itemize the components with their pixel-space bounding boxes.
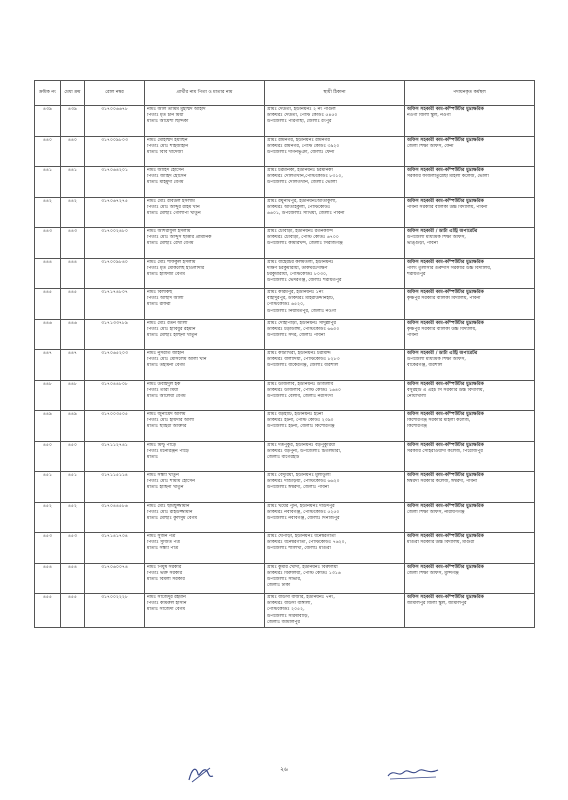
name-line: মাতাঃ মোছাঃ হাছিনা খাতুন [147,332,198,338]
name-cell [145,319,265,350]
address-line: গ্রামঃ খয়ের পুনি, ইউনিয়নঃ দাউদপুর [267,503,335,509]
address-line: ডাকঘরঃ চড়াডাঙ্গী, পোস্টকোডঃ ৬৬০০ [267,326,340,332]
name-cell [145,502,265,533]
address-line: বাহাদুরপুর, ডাকঘরঃ মহিরাউদ্দীনহাট, [267,296,335,302]
name-line: পিতাঃ মোঃ মোসলেম আলী খান [147,357,207,363]
name-line: মাতাঃ আয়েশা ছিদ্দিকা [147,119,189,125]
post-line: পাবনা [407,332,419,338]
post-cell [405,350,535,381]
merit-cell: ৪৩৯ [61,106,85,137]
post-title: অফিস সহকারী / ডাটা এন্ট্রি অপারেটর [407,229,478,234]
name-line: পিতাঃ ভক্ত সরকার [147,570,183,576]
post-cell [405,167,535,198]
address-line: গ্রামঃ উজিলাব, ইউনিয়নঃ উজিলাব [267,381,334,387]
table-row [35,228,535,259]
name-cell [145,441,265,472]
post-cell [405,289,535,320]
address-line: পোস্টকোডঃ ৬৫২০, [267,302,305,308]
address-line: গ্রামঃ কুমার খোদা, ইউনিয়নঃ বিরুলিয়া [267,564,338,570]
address-line: ডাকঘরঃ বালাদিয়া, পোস্টকোডঃ ৮২৮৩ [267,357,340,363]
name-line: মাতাঃ ছাহিরা আক্তার [147,424,187,430]
address-cell [265,472,405,503]
address-line: উপজেলাঃ নিয়ামতপুর, জেলাঃ নওগাঁ [267,308,337,314]
name-line: মাতাঃ মাহমুদা বেগম [147,180,184,186]
merit-cell: ৪৪২ [61,197,85,228]
header-post: পদায়নকৃত কর্মস্থল [405,81,535,106]
table-row [35,106,535,137]
address-line: গ্রামঃ বাহেরচর কলমতলী, ইউনিয়নঃ [267,259,334,265]
table-row [35,258,535,289]
address-line: জেলাঃ ঢাকা [267,583,291,589]
merit-cell: ৪৪৫ [61,289,85,320]
name-cell [145,167,265,198]
name-line: নামঃ মোঃ ছামছুজ্জামান [147,503,190,509]
name-cell [145,136,265,167]
table-row [35,472,535,503]
name-cell [145,380,265,411]
merit-cell: ৪৪৪ [61,258,85,289]
serial-cell: ৪৪৩ [35,228,61,259]
roll-cell: ৩১৭০০৯৮৪০ [85,258,145,289]
name-line: নামঃ বিলকিছ [147,290,173,295]
post-line: ঈশ্বরদী সরকারি কলেজ, ঈশ্বরদী, পাবনা [407,479,478,485]
name-line: মাতাঃ আলেয়া বেগম [147,393,186,399]
roll-cell: ৩১৭০৪৪৮০৮ [85,380,145,411]
name-line: মাতাঃ [147,454,159,460]
candidate-table [34,80,535,628]
header-address: স্থায়ী ঠিকানা [265,81,405,106]
address-line: উপজেলাঃ বাকেরগঞ্জ, জেলাঃ বরিশাল [267,363,339,369]
table-row [35,411,535,442]
post-line: ভাঙ্গুড়া, পাবনা [407,241,438,247]
merit-cell: ৪৪৮ [61,380,85,411]
post-cell [405,594,535,628]
name-line: মাতাঃ বিবি খাদেজা [147,149,183,155]
post-cell [405,136,535,167]
address-line: উপজেলাঃ দাগনভূঞাঁ, জেলাঃ ফেনী [267,149,335,155]
table-row [35,533,535,564]
post-title: অফিস সহকারী কাম-কম্পিউটার মুদ্রাক্ষরিক [407,198,484,204]
name-line: নামঃ জাহিদ হোসেন [147,168,184,173]
address-line: উপজেলাঃ সদর, জেলাঃ পাবনা [267,332,325,338]
address-line: গ্রামঃ দত্তপুকুর, ইউনিয়নঃ বড়পুকুরিয়া [267,442,336,448]
post-line: পাবনা সরকারি বালিকা উচ্চ বিদ্যালয়, পাবনা [407,204,488,210]
merit-cell: ৪৫১ [61,472,85,503]
post-cell [405,502,535,533]
post-title: অফিস সহকারী কাম-কম্পিউটার মুদ্রাক্ষরিক [407,381,484,387]
roll-cell: ৩১৭০৬৪২০১ [85,167,145,198]
address-line: ডাকঘরঃ দেউতী, পোস্ট কোডঃ ৫৪৫০ [267,113,338,119]
address-line: গ্রামঃ কাটাখিরা, ইউনিয়নঃ চরামদ্দি [267,351,331,356]
name-line: নামঃ মোঃ রতন আলী [147,320,188,326]
serial-cell: ৪৪৯ [35,411,61,442]
post-title: অফিস সহকারী কাম-কম্পিউটার মুদ্রাক্ষরিক [407,320,484,326]
name-line: পিতাঃ মোঃ আব্দুর রহিম খান [147,204,200,210]
post-title: অফিস সহকারী কাম-কম্পিউটার মুদ্রাক্ষরিক [407,473,484,478]
header-merit: মেধা ক্রম [61,81,85,106]
name-line: পিতাঃ তারা মিয়া [147,387,179,393]
signature-right-icon [386,764,440,782]
address-line: ডাকঘরঃ দাশুড়িয়া, পোস্টকোডঃ ৬৬২০ [267,479,340,485]
post-title: অফিস সহকারী কাম-কম্পিউটার মুদ্রাক্ষরিক [407,595,484,600]
roll-cell: ৩১৭১৪১৭০৪ [85,533,145,564]
address-cell [265,167,405,198]
post-line: কৃষ্ণপুর সরকারি বালিকা বিদ্যালয়, পাবনা [407,296,481,302]
address-line: ডাকঘরঃ দৌলতখান,পোস্টকোডঃ ৮৩১০, [267,174,343,180]
name-line: নামঃ আশরাফুল ইসলাম [147,229,191,234]
serial-cell: ৪৫৫ [35,594,61,628]
roll-cell: ৩১৭০৬০০৭৪ [85,563,145,594]
post-title: অফিস সহকারী কাম-কম্পিউটার মুদ্রাক্ষরিক [407,564,484,570]
table-row [35,380,535,411]
post-line: জামালপুর জিলা স্কুল, জামালপুর [407,601,467,607]
address-cell [265,533,405,564]
header-name: প্রার্থীর নাম পিতা ও মাতার নাম [145,81,265,106]
name-line: পিতাঃ মোঃ শামীম হোসেন [147,479,195,485]
post-line: সরকারি ফজিলাতুন্নেছা মহিলা কলেজ, ভোলা [407,174,489,180]
name-cell [145,350,265,381]
name-line: নামঃ সাজেদুর রহমান [147,595,186,600]
post-cell [405,228,535,259]
address-line: দক্ষিণ চরকুমারীয়া, ডাকঘরঃদক্ষিণ [267,265,328,271]
post-line: উপজেলা মাধ্যমিক শিক্ষা অফিস, [407,235,466,241]
address-cell [265,258,405,289]
serial-cell: ৪৫৩ [35,533,61,564]
name-cell [145,411,265,442]
address-line: ডাকঘরঃ নবাবগঞ্জ, পোস্টকোডঃ ৫২৫০ [267,509,340,515]
roll-cell: ৩১৭১১৫১১৪ [85,472,145,503]
address-line: গ্রামঃ রামনগর, ইউনিয়নঃ রামনগর [267,137,330,143]
post-cell [405,441,535,472]
address-line: জেলাঃ বাগেরহাট [267,454,300,460]
address-cell [265,411,405,442]
signature-left-icon [186,762,216,784]
address-cell [265,350,405,381]
address-cell [265,197,405,228]
name-cell [145,258,265,289]
serial-cell: ৪৫১ [35,472,61,503]
post-title: অফিস সহকারী কাম-কম্পিউটার মুদ্রাক্ষরিক [407,137,484,143]
address-line: ডাকঘরঃ বাউসী বাঙ্গালী, [267,601,312,607]
post-title: অফিস সহকারী কাম-কম্পিউটার মুদ্রাক্ষরিক [407,503,484,509]
post-line: শরীয়তপুর [407,271,426,277]
serial-cell: ৪৫৪ [35,563,61,594]
post-cell [405,258,535,289]
table-row [35,594,535,628]
merit-cell: ৪৫০ [61,441,85,472]
roll-cell: ৩১৭০০৯৮০৩ [85,136,145,167]
post-title: অফিস সহকারী কাম-কম্পিউটার মুদ্রাক্ষরিক [407,290,484,295]
post-line: উপজেলা মাধ্যমিক শিক্ষা অফিস, [407,357,466,363]
address-line: চরকুমারীয়া, পোস্টকোডঃ ৮০৩০, [267,271,328,277]
name-line: মাতাঃ সন্ধ্যা পাত্র [147,546,179,552]
post-title: অফিস সহকারী কাম-কম্পিউটার মুদ্রাক্ষরিক [407,107,484,112]
name-line: পিতাঃ মৃত চাঁন মিয়া [147,113,184,119]
name-line: মাতাঃ মোছাঃ রেখা বেগম [147,241,194,247]
name-line: মাতাঃ রফিরা [147,302,171,308]
address-cell [265,136,405,167]
post-cell [405,411,535,442]
serial-cell: ৪৪৬ [35,319,61,350]
roll-cell: ৩১৭০৬৫২০৩ [85,350,145,381]
name-cell [145,228,265,259]
name-cell [145,533,265,564]
name-cell [145,472,265,503]
serial-cell: ৪৪৭ [35,350,61,381]
name-cell [145,563,265,594]
name-line: মাতাঃ তহমিনা বেগম [147,363,185,369]
name-cell [145,197,265,228]
table-row [35,197,535,228]
name-line: নামঃ মিন্টু পাড়ে [147,442,177,448]
name-line: নামঃ সন্ধ্যা খাতুন [147,473,179,478]
name-line: নামঃ মোঃ রবিউল ইসলাম [147,198,195,204]
post-cell [405,563,535,594]
name-line: পিতাঃ আছাদ আলী [147,296,184,302]
serial-cell: ৪৪৪ [35,258,61,289]
name-line: নামঃ জুনায়েদ আলম [147,412,186,417]
address-line: উপজেলাঃ দৌলতখান, জেলাঃ ভোলা [267,180,337,186]
address-line: উপজেলাঃ বেলাব, জেলাঃ নরসিংদী [267,393,333,399]
address-line: ডাকঘরঃ ধনেশ্বরগাতী, পোস্টকোডঃ ৭৬২০, [267,540,347,546]
address-line: গ্রামঃ চৌবাড়ী, ইউনিয়নঃ রতনকান্দি [267,229,333,234]
post-cell [405,472,535,503]
name-line: মাতাঃ বিমলা সরকার [147,576,185,582]
post-cell [405,197,535,228]
table-row [35,167,535,198]
post-line: নোয়াখালী [407,393,427,399]
address-cell [265,502,405,533]
address-line: গ্রামঃ বেদুরিয়া, ইউনিয়নঃ মুলাডুলী [267,473,331,478]
name-line: পিতাঃ মৃত মোকলেছ হাওলাদার [147,265,205,271]
address-line: ডাকঘরঃ বিরুলিয়া, পোস্ট কোডঃ ১৩১৬ [267,570,341,576]
address-line: উপজেলাঃ ইটনা, জেলাঃ কিশোরগঞ্জ [267,424,335,430]
post-cell [405,106,535,137]
address-line: উপজেলাঃ কামারখন্দ, জেলাঃ সিরাজগঞ্জ [267,241,343,247]
name-line: পিতাঃ মোঃ রহিউজ্জামান [147,509,193,515]
post-line: মাগুরা সরকারি উচ্চ বিদ্যালয়, মাগুরা [407,540,475,546]
header-roll: রোল নম্বর [85,81,145,106]
roll-cell: ৩১৭১৭৪৮০৭ [85,289,145,320]
address-line: ডাকঘরঃ চৌবাড়ী, পোস্ট কোডঃ ৬৭০০ [267,235,339,241]
post-line: কৃষ্ণপুর সরকারি বালিকা উচ্চ বিদ্যালয়, [407,326,477,332]
address-line: উপজেলাঃ পীরগাছা, জেলাঃ রংপুর [267,119,332,125]
address-line: ডাকঘরঃ আতাইকুলা, পোস্টকোডঃ [267,204,331,210]
address-line: গ্রামঃ চরমনিকা, ইউনিয়নঃ চরমনিকা [267,168,333,173]
merit-cell: ৪৫৫ [61,594,85,628]
post-title: অফিস সহকারী কাম-কম্পিউটার মুদ্রাক্ষরিক [407,412,484,417]
name-line: পিতাঃ সুজিত পত্র [147,540,180,546]
serial-cell: ৪৪২ [35,197,61,228]
merit-cell: ৪৪১ [61,167,85,198]
address-line: গ্রামঃ দেউতী, ইউনিয়নঃ ২ নং পাগুল [267,107,336,112]
name-line: নামঃ উবাইদুল হক [147,381,181,387]
name-line: পিতাঃ মোঃ হায়দার আলী [147,418,195,424]
name-line: নামঃ সুজন পত্র [147,534,176,539]
table-row [35,289,535,320]
serial-cell: ৪৫২ [35,502,61,533]
name-line: পিতাঃ মোঃ হাবিবুর রহমান [147,326,196,332]
merit-cell: ৪৪৩ [61,228,85,259]
name-line: নামঃ পিযুষ সরকার [147,564,182,570]
address-line: উপজেলাঃ ঈশ্বরদী, জেলাঃ পাবনা [267,485,329,491]
roll-cell: ৩১৭০৪৪৫৮৬ [85,502,145,533]
table-row [35,563,535,594]
post-line: জেলা শিক্ষা অফিস, ফেনী [407,143,454,149]
roll-cell: ৩১৭০৬৭২৭৫ [85,197,145,228]
address-cell [265,319,405,350]
name-cell [145,106,265,137]
roll-cell: ৩১৭০০২২২৮ [85,594,145,628]
name-line: পিতাঃ কামরুল হাসান [147,601,187,607]
serial-cell: ৪৫০ [35,441,61,472]
address-line: জেলাঃ জামালপুর [267,619,301,625]
merit-cell: ৪৪০ [61,136,85,167]
address-line: উপজেলাঃ শালিখা, জেলাঃ মাগুরা [267,546,331,552]
table-header-row [35,81,535,106]
merit-cell: ৪৫৩ [61,533,85,564]
post-line: জেলা শিক্ষা অফিস, নারায়ণগঞ্জ [407,509,465,515]
merit-cell: ৪৫৪ [61,563,85,594]
post-line: বাকেরগঞ্জ, বরিশাল [407,363,443,369]
address-line: গ্রামঃ বড়হাটি, ইউনিয়নঃ ইটনা [267,412,323,417]
post-line: পালং তুলাসার গুরুদাস সরকারি উচ্চ বিদ্যালয়, [407,265,492,271]
address-line: উপজেলাঃ ভেদরগঞ্জ, জেলাঃ শরীয়তপুর [267,278,342,284]
name-line: মাতাঃ হাফিজা বেগম [147,271,185,277]
name-cell [145,289,265,320]
merit-cell: ৪৪৬ [61,319,85,350]
post-cell [405,380,535,411]
post-cell [405,319,535,350]
roll-cell: ৩১৭১৩৩৭৮৯ [85,319,145,350]
page-number: ২৬ [280,766,288,773]
address-line: গ্রামঃ করিমপুর, ইউনিয়নঃ ১নং [267,290,324,295]
serial-cell: ৪৩৯ [35,106,61,137]
name-line: মাতাঃ মোছাঃ কুলসুম বেগম [147,515,198,521]
address-line: ডাকঘরঃ উজিলাব, পোস্ট কোডঃ ১৬৪০ [267,387,342,393]
address-line: গ্রামঃ বাউসী বাজার, ইউনিয়নঃ ৭নং, [267,595,335,600]
roll-cell: ৩১৭০০২৪৮০ [85,228,145,259]
address-line: পোস্টকোডঃ ২০৫২, [267,607,305,613]
address-line: ডাকঘরঃ বড়পুনী, উপজেলাঃ চিতলমারী, [267,448,342,454]
post-line: সরকারি সোহরাওয়ার্দী কলেজ, পিরোজপুর [407,448,483,454]
address-cell [265,594,405,628]
address-cell [265,228,405,259]
serial-cell: ৪৪০ [35,136,61,167]
merit-cell: ৪৪৯ [61,411,85,442]
address-cell [265,289,405,320]
result-sheet [34,80,534,628]
post-line: কিশোরগঞ্জ সরকারি মহিলা কলেজ, [407,418,471,424]
post-line: নওগাঁ জিলা স্কুল, নওগাঁ [407,113,451,119]
address-line: উপজেলাঃ সাভার, [267,576,302,582]
table-row [35,136,535,167]
name-line: নামঃ মোঃ শফিকুল ইসলাম [147,259,196,265]
address-cell [265,563,405,594]
address-line: গ্রামঃ রঘুনাথপুর, ইউনিয়নঃআতাকুলা, [267,198,337,204]
merit-cell: ৪৫২ [61,502,85,533]
address-line: ৬৬০১, উপজেলাঃ সাঁথিয়া, জেলাঃ পাবনা [267,210,345,216]
address-line: উপজেলাঃ নবাবগঞ্জ, জেলাঃ দিনাজপুর [267,515,340,521]
roll-cell: ৩১৭১১২৭৪১ [85,441,145,472]
post-line: বসুরহাট এ এইচ সি সরকারি উচ্চ বিদ্যালয়, [407,387,485,393]
name-line: পিতাঃ মোঃ শাহজাহান [147,143,189,149]
merit-cell: ৪৪৭ [61,350,85,381]
name-cell [145,594,265,628]
address-line: ডাকঘরঃ ইটনা, পোস্ট কোডঃ ২৩৯০ [267,418,334,424]
post-title: অফিস সহকারী কাম-কম্পিউটার মুদ্রাক্ষরিক [407,534,484,539]
serial-cell: ৪৪৮ [35,380,61,411]
address-line: গ্রামঃ দোহাপাড়া, ইউনিয়নঃ সাদুল্লাপুর [267,320,336,326]
address-line: ডাকঘরঃ রামনগর, পোস্ট কোডঃ ৩৯২০ [267,143,340,149]
post-line: কিশোরগঞ্জ [407,424,427,430]
name-line: নামঃ নুসরাত জাহান [147,351,185,356]
name-line: পিতাঃ মোঃ আব্দুস ছাত্তার প্রামানিক [147,235,212,241]
address-line: গ্রামঃ ঘৈপাড়া, ইউনিয়নঃ ধনেশ্বরগাতী [267,534,336,539]
name-line: নামঃ মোহাম্মদ ইয়াছিন [147,137,188,143]
serial-cell: ৪৪১ [35,167,61,198]
address-cell [265,380,405,411]
table-row [35,441,535,472]
name-line: মাতাঃ সাজেদা বেগম [147,607,186,613]
address-line: উপজেলাঃ সরিষাবাড়ি, [267,613,309,619]
serial-cell: ৪৪৫ [35,289,61,320]
roll-cell: ৩১৭০০৬৬৭৮ [85,106,145,137]
table-row [35,350,535,381]
address-cell [265,106,405,137]
post-cell [405,533,535,564]
name-line: মাতাঃ মোছাঃ গোলাপী খাতুন [147,210,201,216]
roll-cell: ৩১৭০০৩৫০৫ [85,411,145,442]
name-line: নামঃ আল তামিম মুহাম্মদ আহাদ [147,107,206,112]
name-line: পিতাঃ মনোরঞ্জন পাড়ে [147,448,189,454]
table-row [35,319,535,350]
post-title: অফিস সহকারী কাম-কম্পিউটার মুদ্রাক্ষরিক [407,168,484,173]
address-cell [265,441,405,472]
post-title: অফিস সহকারী কাম-কম্পিউটার মুদ্রাক্ষরিক [407,442,484,448]
name-line: মাতাঃ হাছিনা খাতুন [147,485,184,491]
post-line: জেলা শিক্ষা অফিস, মুন্সিগঞ্জ [407,570,459,576]
header-serial: ক্রমিক নং [35,81,61,106]
table-row [35,502,535,533]
name-line: পিতাঃ জাহিদ হোসেন [147,174,187,180]
post-title: অফিস সহকারী / ডাটা এন্ট্রি অপারেটর [407,351,478,356]
post-title: অফিস সহকারী কাম-কম্পিউটার মুদ্রাক্ষরিক [407,259,484,265]
